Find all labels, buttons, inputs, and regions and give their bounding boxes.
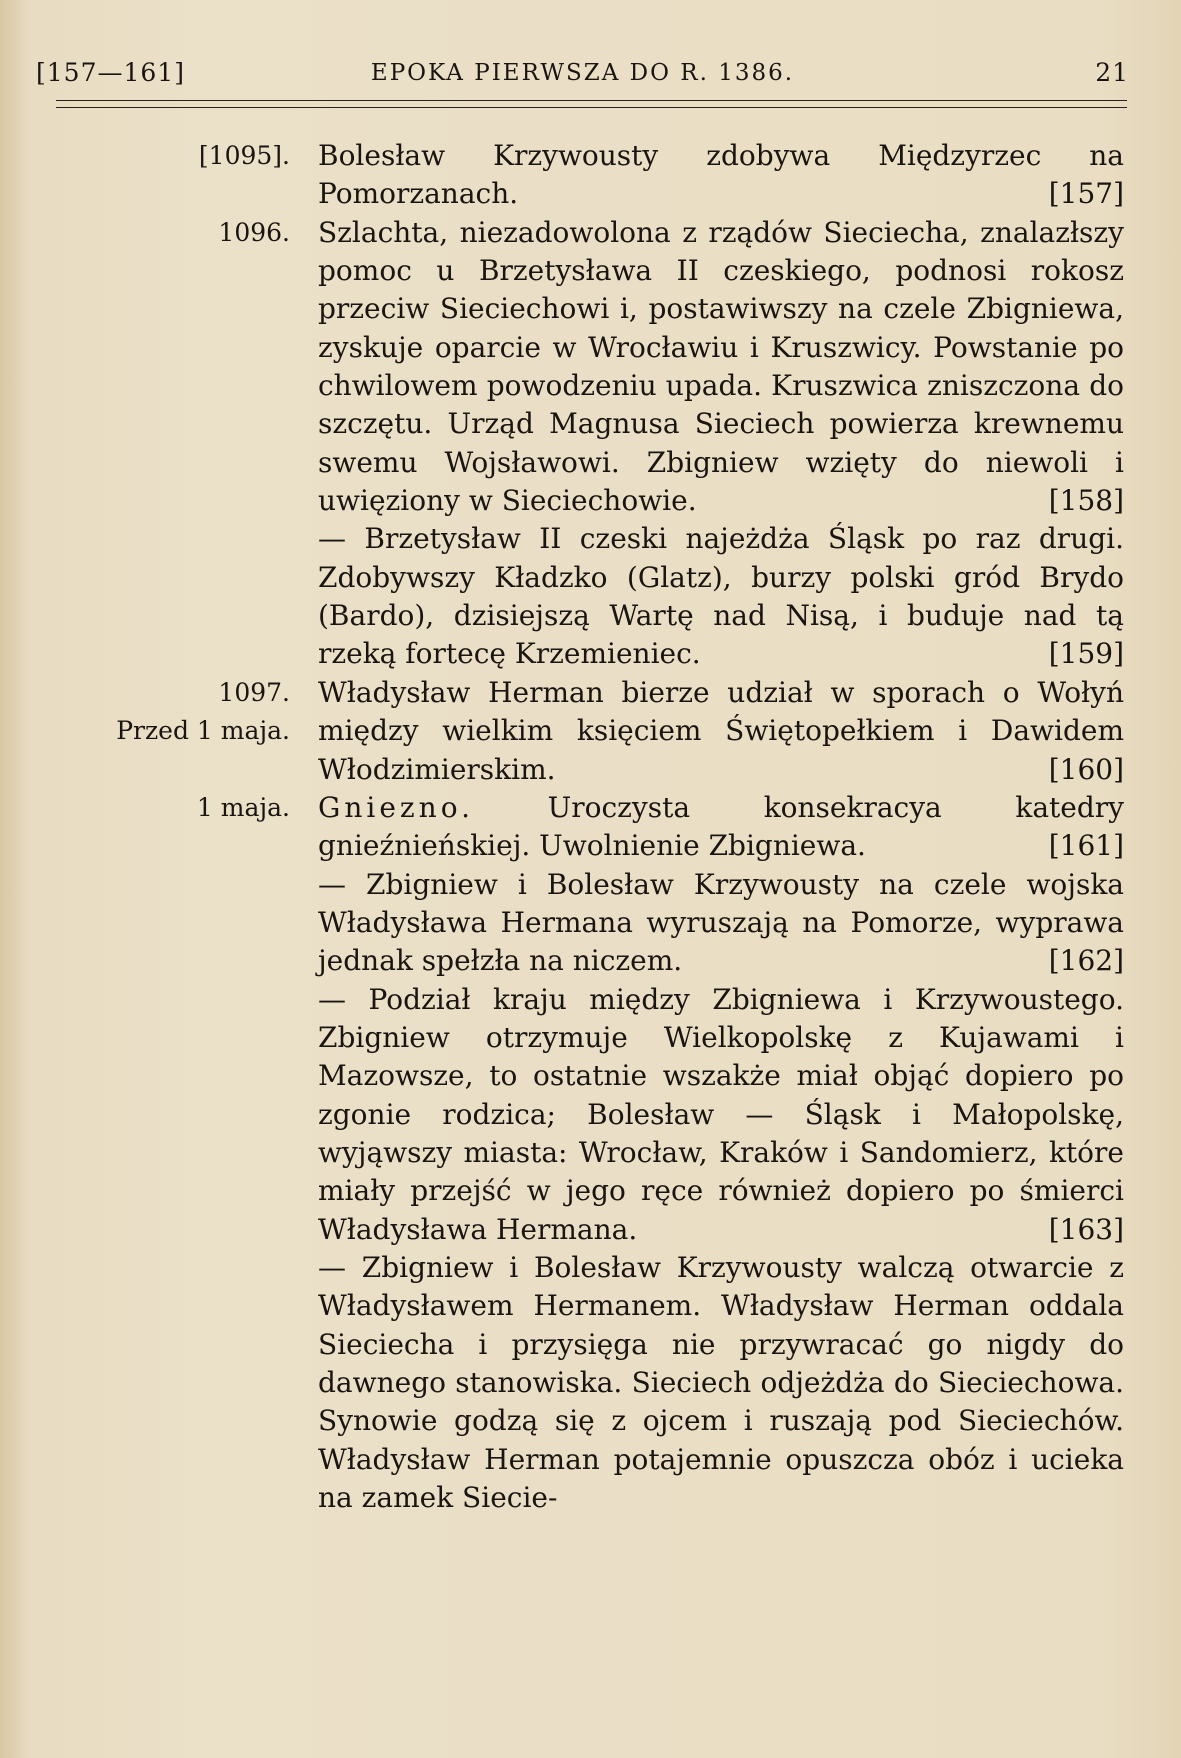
entry-text: — Zbigniew i Bolesław Krzywousty na czele wojska Władysława Hermana wyruszają na Pomorze, wyprawa jednak spełzła na niczem. [162] [318, 866, 1124, 981]
entry-159 [0, 520, 1181, 673]
entry-161 [0, 789, 1181, 866]
header-double-rule [56, 100, 1127, 108]
entry-place: Gniezno. [318, 790, 474, 824]
entry-160 [0, 674, 1181, 789]
entry-163 [0, 981, 1181, 1249]
header-entry-range: [157—161] [36, 58, 185, 87]
entry-164 [0, 1249, 1181, 1517]
entry-date: 1 maja. [196, 792, 290, 822]
entry-ref: [160] [1048, 752, 1124, 786]
entry-158 [0, 214, 1181, 521]
entry-text: Gniezno. Uroczysta konsekracya katedry gnieźnieńskiej. Uwolnienie Zbigniewa. [161] [318, 789, 1124, 866]
entry-162 [0, 866, 1181, 981]
entry-date: 1097. Przed 1 maja. [116, 677, 290, 746]
entry-ref: [159] [1048, 637, 1124, 671]
entry-text: — Podział kraju między Zbigniewa i Krzywoustego. Zbigniew otrzymuje Wielkopolskę z Kujawami i Mazowsze, to ostatnie wszakże miał objąć dopiero po zgonie rodzica; Bolesław — Śląsk i Małopolskę, wyjąwszy miasta: Wrocław, Kraków i Sandomierz, które miały przejść w jego ręce również dopiero po śmierci Władysława Hermana. [163] [318, 981, 1124, 1249]
entry-date: [1095]. [198, 141, 290, 170]
entry-text: — Brzetysław II czeski najeżdża Śląsk po raz drugi. Zdobywszy Kładzko (Glatz), burzy polski gród Brydo (Bardo), dzisiejszą Wartę nad Nisą, i buduje nad tą rzeką fortecę Krzemieniec. [159] [318, 520, 1124, 673]
entry-text: Szlachta, niezadowolona z rządów Sieciecha, znalazłszy pomoc u Brzetysława II czeskiego, podnosi rokosz przeciw Sieciechowi i, postawiwszy na czele Zbigniewa, zyskuje oparcie w Wrocławiu i Kruszwicy. Powstanie po chwilowem powodzeniu upada. Kruszwica zniszczona do szczętu. Urząd Magnusa Sieciech powierza krewnemu swemu Wojsławowi. Zbigniew wzięty do niewoli i uwięziony w Sieciechowie. [158] [318, 214, 1124, 521]
running-header [36, 58, 1129, 98]
entry-text: Władysław Herman bierze udział w sporach o Wołyń między wielkim księciem Świętopełkiem i Dawidem Włodzimierskim. [160] [318, 674, 1124, 789]
entry-ref: [158] [1048, 484, 1124, 518]
entry-text: Bolesław Krzywousty zdobywa Międzyrzec na Pomorzanach. [157] [318, 137, 1124, 214]
header-title: EPOKA PIERWSZA DO R. 1386. [370, 60, 795, 86]
page-number: 21 [1095, 58, 1129, 87]
entry-ref: [163] [1048, 1212, 1124, 1246]
entry-date: 1096. [218, 217, 290, 247]
entry-ref: [162] [1048, 944, 1124, 978]
entry-text: — Zbigniew i Bolesław Krzywousty walczą otwarcie z Władysławem Hermanem. Władysław Herman oddala Sieciecha i przysięga nie przywracać go nigdy do dawnego stanowiska. Sieciech odjeżdża do Sieciechowa. Synowie godzą się z ojcem i ruszają pod Sieciechów. Władysław Herman potajemnie opuszcza obóz i ucieka na zamek Siecie- [318, 1250, 1124, 1515]
chronology-entries [0, 137, 1181, 1517]
entry-ref: [157] [1048, 177, 1124, 211]
entry-157 [0, 137, 1181, 214]
entry-ref: [161] [1048, 829, 1124, 863]
